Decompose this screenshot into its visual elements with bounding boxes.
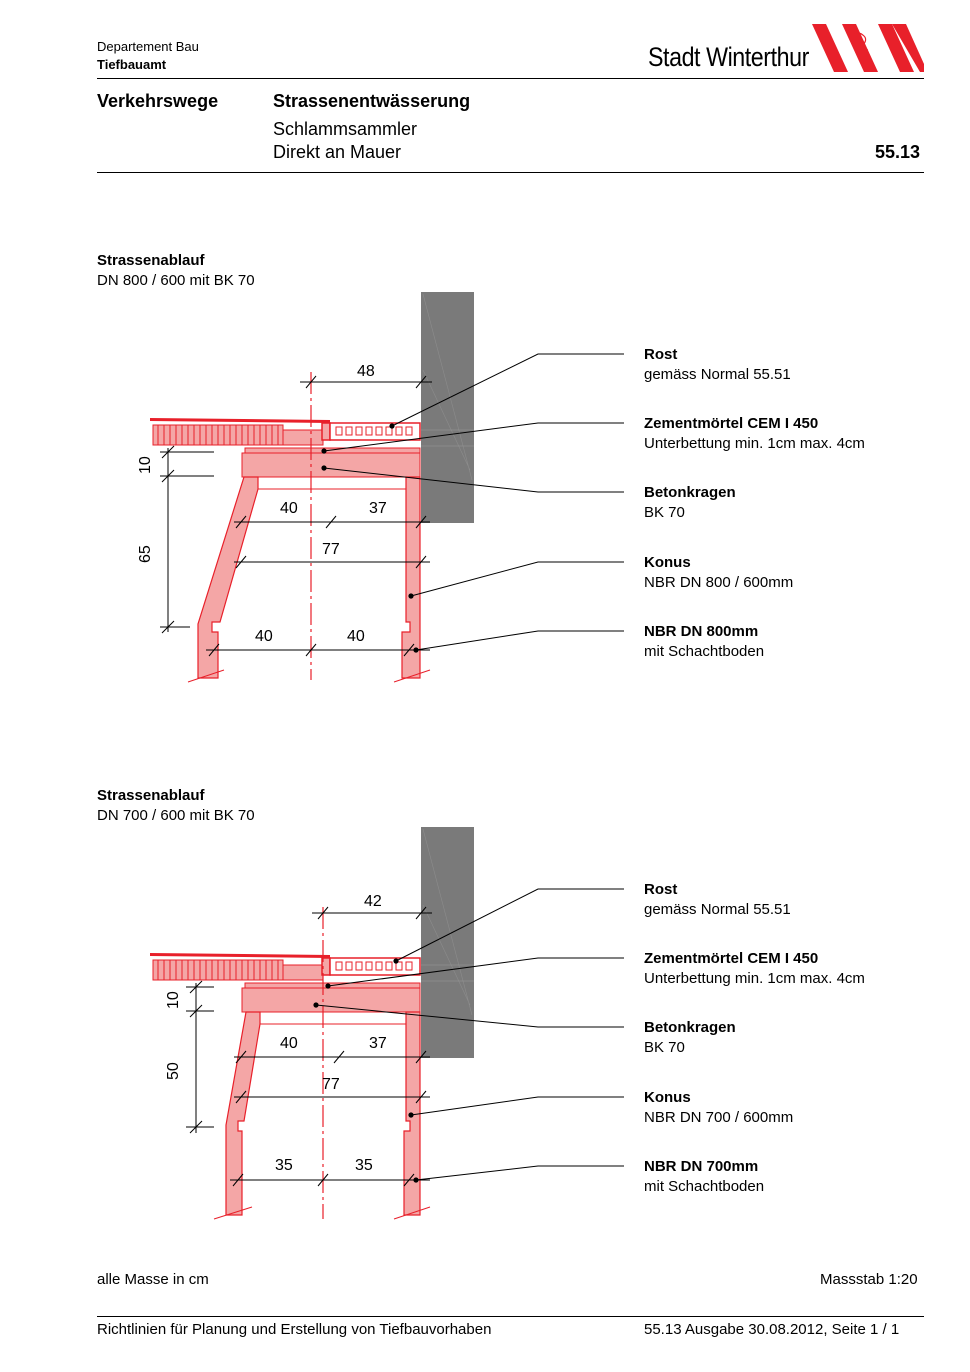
label-shaft-1: NBR DN 800mm xyxy=(644,623,759,640)
label-rost-1: Rost xyxy=(644,346,678,363)
label-collar-2: Betonkragen xyxy=(644,1019,736,1036)
label-mortar-1: Zementmörtel CEM I 450 xyxy=(644,415,819,432)
section2-title: Strassenablauf xyxy=(97,787,205,804)
cone-left-wall xyxy=(198,477,258,678)
grate xyxy=(322,958,420,975)
label-cone-2-text: NBR DN 700 / 600mm xyxy=(644,1109,794,1126)
label-rost-1-text: gemäss Normal 55.51 xyxy=(644,366,791,383)
topic-label: Strassenentwässerung xyxy=(273,91,471,111)
header-rule-top xyxy=(97,78,924,79)
dim-vertical-small: 10 xyxy=(137,456,154,474)
dim-left-bottom: 40 xyxy=(255,628,273,645)
label-cone-1-text: NBR DN 800 / 600mm xyxy=(644,574,794,591)
category-label: Verkehrswege xyxy=(97,91,219,111)
dim-mid: 77 xyxy=(322,541,340,558)
section1-subtitle: DN 800 / 600 mit BK 70 xyxy=(97,272,255,289)
label-collar-2-text: BK 70 xyxy=(644,1039,685,1056)
cone-left-wall xyxy=(226,1012,260,1215)
section2-drawing xyxy=(0,815,970,1235)
label-mortar-1-text: Unterbettung min. 1cm max. 4cm xyxy=(644,435,865,452)
dim-vertical-small: 10 xyxy=(165,991,182,1009)
label-mortar-2-text: Unterbettung min. 1cm max. 4cm xyxy=(644,970,865,987)
label-shaft-1-text: mit Schachtboden xyxy=(644,643,765,660)
header-rule-bottom xyxy=(97,172,924,173)
dim-vertical-large: 50 xyxy=(165,1062,182,1080)
label-rost-2: Rost xyxy=(644,881,678,898)
dim-right-top: 37 xyxy=(369,500,387,517)
footer-left: Richtlinien für Planung und Erstellung von Tiefbauvorhaben xyxy=(97,1321,492,1338)
office-name: Tiefbauamt xyxy=(97,57,167,72)
scale-note: Massstab 1:20 xyxy=(820,1271,918,1288)
label-shaft-2-text: mit Schachtboden xyxy=(644,1178,765,1195)
section1-title: Strassenablauf xyxy=(97,252,205,269)
dim-left-bottom: 35 xyxy=(275,1157,293,1174)
dim-right-top: 37 xyxy=(369,1035,387,1052)
label-shaft-2: NBR DN 700mm xyxy=(644,1158,759,1175)
road-surface xyxy=(150,418,330,445)
mortar-bed xyxy=(245,448,420,453)
footer-right: 55.13 Ausgabe 30.08.2012, Seite 1 / 1 xyxy=(644,1321,900,1338)
concrete-collar xyxy=(242,988,420,1012)
footer-rule xyxy=(97,1316,924,1317)
label-cone-2: Konus xyxy=(644,1089,691,1106)
dim-right-bottom: 35 xyxy=(355,1157,373,1174)
label-rost-2-text: gemäss Normal 55.51 xyxy=(644,901,791,918)
subtitle-2: Direkt an Mauer xyxy=(273,142,402,162)
section1-drawing xyxy=(0,280,970,700)
label-collar-1-text: BK 70 xyxy=(644,504,685,521)
units-note: alle Masse in cm xyxy=(97,1271,209,1288)
dim-right-bottom: 40 xyxy=(347,628,365,645)
department-name: Departement Bau xyxy=(97,39,199,54)
label-cone-1: Konus xyxy=(644,554,691,571)
dim-vertical-large: 65 xyxy=(137,545,154,563)
concrete-collar xyxy=(242,453,420,477)
dim-top: 42 xyxy=(364,893,382,910)
label-collar-1: Betonkragen xyxy=(644,484,736,501)
dim-left-top: 40 xyxy=(280,1035,298,1052)
dim-left-top: 40 xyxy=(280,500,298,517)
road-surface xyxy=(150,953,330,980)
subtitle-1: Schlammsammler xyxy=(273,119,418,139)
dim-mid: 77 xyxy=(322,1076,340,1093)
dim-top: 48 xyxy=(357,363,375,380)
document-number: 55.13 xyxy=(875,142,921,162)
section2-subtitle: DN 700 / 600 mit BK 70 xyxy=(97,807,255,824)
wall xyxy=(421,827,474,1058)
label-mortar-2: Zementmörtel CEM I 450 xyxy=(644,950,819,967)
winterthur-logo-icon xyxy=(812,20,924,72)
dimension-lines xyxy=(186,907,432,1186)
grate xyxy=(322,423,420,440)
city-name: Stadt Winterthur xyxy=(648,42,809,72)
